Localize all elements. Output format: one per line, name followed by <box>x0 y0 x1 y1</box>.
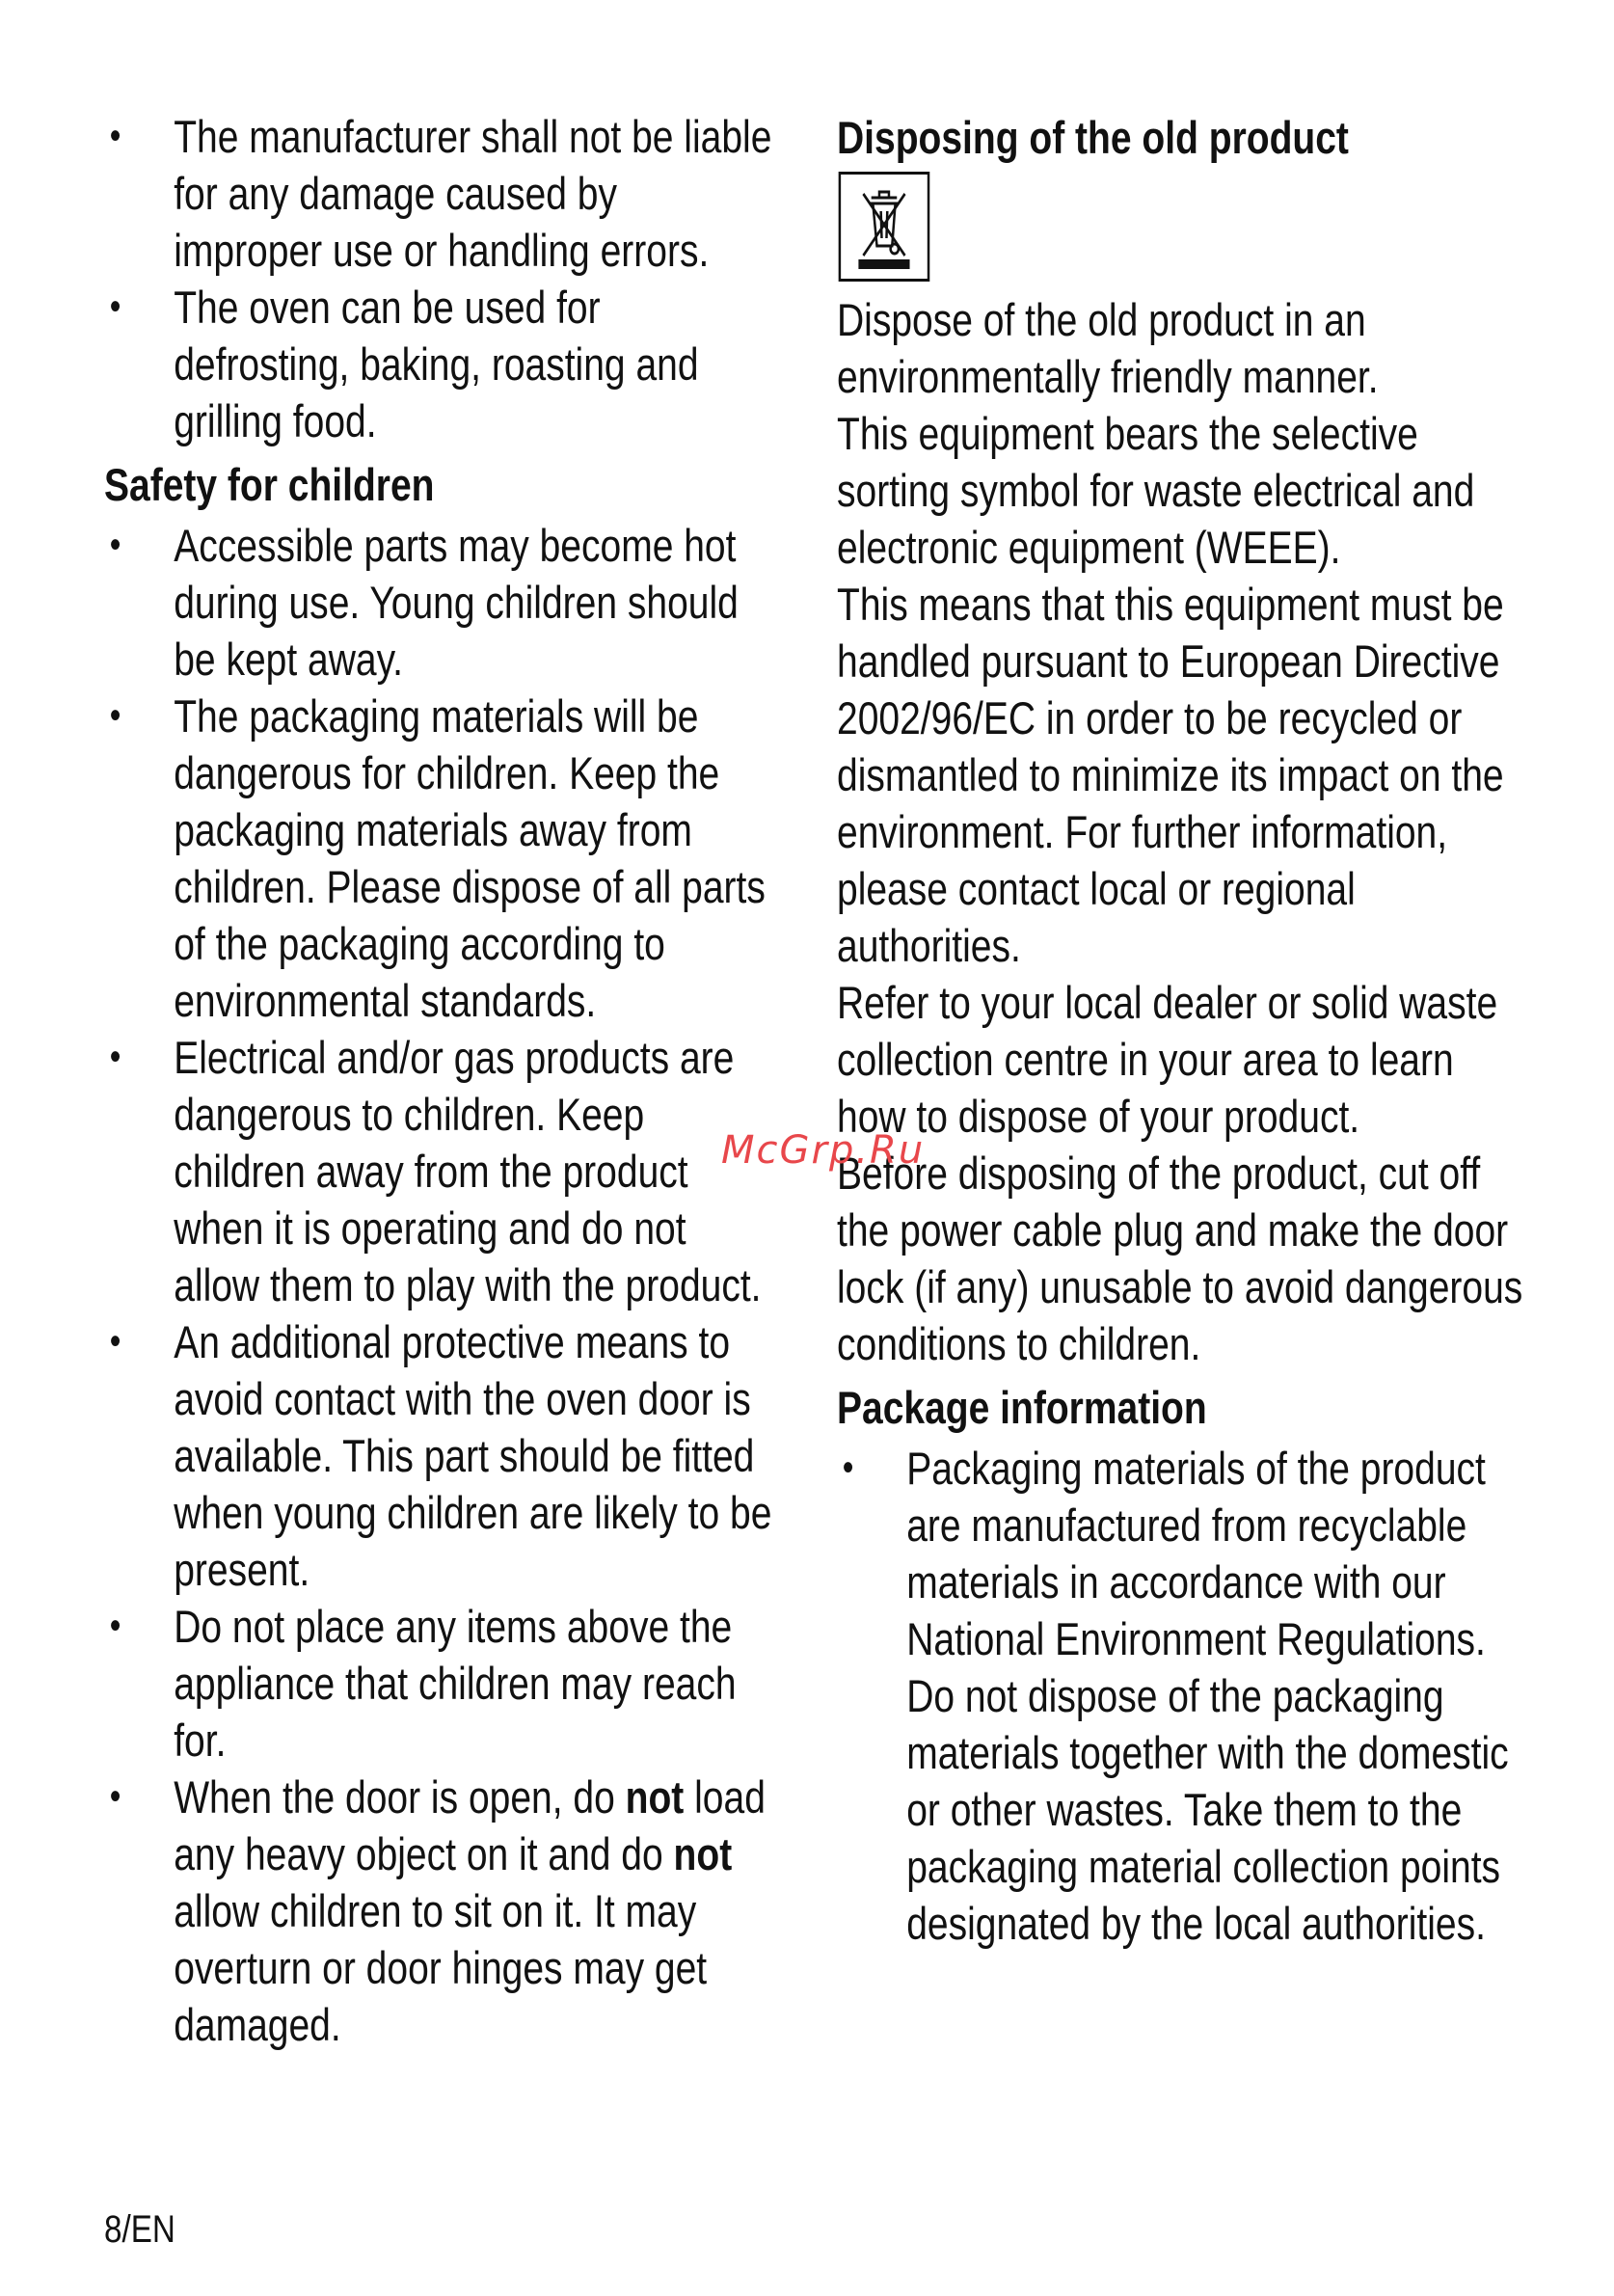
safety-heading: Safety for children <box>104 459 435 510</box>
list-item: • The oven can be used for defrosting, baking, roasting and grilling food. <box>104 279 772 449</box>
bullet-icon: • <box>109 1320 121 1363</box>
bullet-icon: • <box>109 115 121 157</box>
bullet-icon: • <box>109 694 121 737</box>
list-item: • Packaging materials of the product are manufactured from recyclable materials in accordance with our National Environment Regulations. Do not dispose of the packaging materials together with the domestic or other wastes. Take them to the packaging material collection points designated by the local authorities. <box>837 1440 1529 1952</box>
package-heading: Package information <box>837 1382 1207 1433</box>
disposing-paragraph: Refer to your local dealer or solid waste collection centre in your area to learn how to dispose of your product. <box>837 977 1498 1142</box>
disposing-paragraph: This means that this equipment must be handled pursuant to European Directive 2002/96/EC in order to be recycled or dismantled to minimize its impact on the environment. For further information, please contact local or regional authorities. <box>837 579 1504 971</box>
left-column <box>104 108 772 2053</box>
bullet-icon: • <box>109 1775 121 1818</box>
disposing-heading: Disposing of the old product <box>837 112 1349 163</box>
disposing-paragraph: Dispose of the old product in an environmentally friendly manner. <box>837 294 1379 402</box>
bullet-icon: • <box>109 524 121 566</box>
emphasis-not: not <box>673 1828 733 1879</box>
list-item: • An additional protective means to avoid contact with the oven door is available. This part should be fitted when young children are likely to be present. <box>104 1313 772 1598</box>
list-item: • The packaging materials will be dangerous for children. Keep the packaging materials away from children. Please dispose of all parts of the packaging according to environmental standards. <box>104 688 772 1029</box>
crossed-out-wheelie-bin-icon <box>839 172 930 282</box>
safety-bullet-list <box>104 517 772 2053</box>
package-bullet-list <box>837 1440 1529 1952</box>
bullet-icon: • <box>842 1446 854 1489</box>
list-item: • Accessible parts may become hot during use. Young children should be kept away. <box>104 517 772 688</box>
bullet-icon: • <box>109 285 121 328</box>
list-item: • The manufacturer shall not be liable for any damage caused by improper use or handling errors. <box>104 108 772 279</box>
intro-bullet-list <box>104 108 772 449</box>
bullet-icon: • <box>109 1605 121 1647</box>
list-item: • Do not place any items above the appliance that children may reach for. <box>104 1598 772 1769</box>
disposing-paragraph: This equipment bears the selective sorting symbol for waste electrical and electronic equipment (WEEE). <box>837 408 1475 573</box>
door-warning-item: • When the door is open, do not load any heavy object on it and do not allow children to sit on it. It may overturn or door hinges may get damaged. <box>104 1769 772 2053</box>
page-number: 8/EN <box>104 2208 175 2251</box>
disposing-paragraph: Before disposing of the product, cut off the power cable plug and make the door lock (if any) unusable to avoid dangerous conditions to children. <box>837 1148 1523 1369</box>
list-item: • Electrical and/or gas products are dangerous to children. Keep children away from the product when it is operating and do not allow them to play with the product. <box>104 1029 772 1313</box>
right-column <box>837 108 1529 1952</box>
emphasis-not: not <box>625 1771 685 1823</box>
bullet-icon: • <box>109 1036 121 1078</box>
watermark: McGrp.Ru <box>721 1128 926 1173</box>
